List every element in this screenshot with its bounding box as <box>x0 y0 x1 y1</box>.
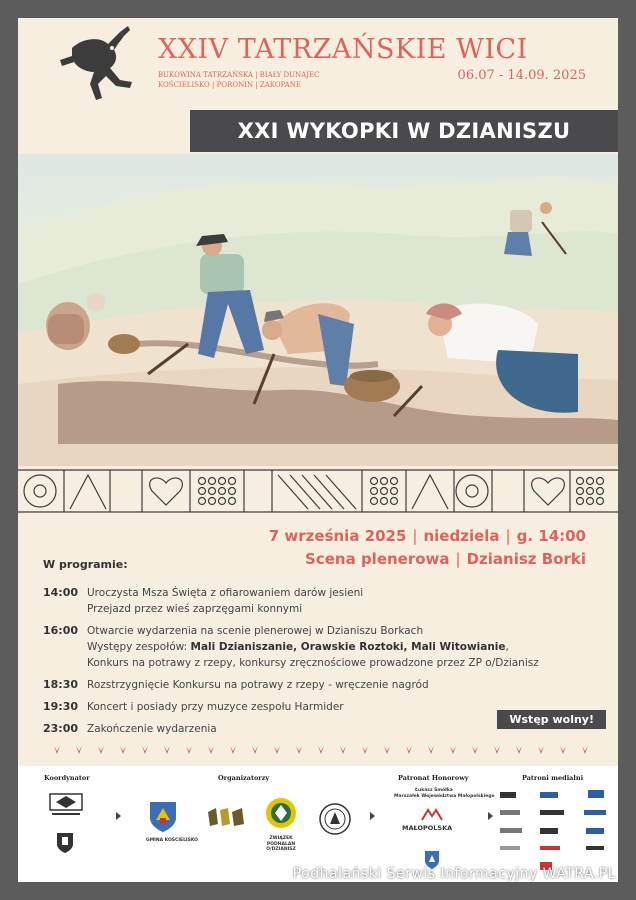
gmina-caption: GMINA KOŚCIELISKO <box>146 838 198 843</box>
event-title-banner: XXI WYKOPKI W DZIANISZU <box>190 110 618 152</box>
gok-logo-icon <box>206 806 246 830</box>
tulip-ornament-icon <box>406 746 412 754</box>
running-figure-logo-icon <box>54 24 138 108</box>
tulip-ornament-icon <box>274 746 280 754</box>
program-line: Przejazd przez wieś zaprzęgami konnymi <box>87 603 303 615</box>
program-item <box>43 585 603 617</box>
gmina-koscielisko-crest-icon <box>148 800 178 834</box>
arrow-right-icon <box>488 812 493 820</box>
tulip-ornament-icon <box>164 746 170 754</box>
zp-caption-line: O/DZIANISZ <box>266 847 296 852</box>
arrow-right-icon <box>370 812 375 820</box>
malopolska-mark-icon <box>420 808 444 822</box>
tulip-ornament-icon <box>296 746 302 754</box>
round-seal-icon <box>318 802 352 836</box>
bands-suffix: , <box>505 641 509 653</box>
tulip-ornament-icon <box>98 746 104 754</box>
coat-of-arms-icon <box>56 832 74 854</box>
program-line-bands <box>87 639 603 655</box>
tulip-ornament-icon <box>494 746 500 754</box>
free-entry-badge: Wstęp wolny! <box>497 710 606 729</box>
locations-line-1: BUKOWINA TATRZAŃSKA | BIAŁY DUNAJEC <box>158 71 320 79</box>
tulip-ornament-icon <box>428 746 434 754</box>
separator: | <box>455 550 461 568</box>
program-line: Konkurs na potrawy z rzepy, konkursy zręcznościowe prowadzone przez ZP o/Dzianisz <box>87 657 539 669</box>
tulip-ornament-icon <box>516 746 522 754</box>
program-time: 18:30 <box>43 678 79 691</box>
media-patrons-logos <box>500 788 610 878</box>
media-heading: Patroni medialni <box>522 774 584 782</box>
bands-prefix: Występy zespołów: <box>87 641 191 653</box>
tulip-ornament-icon <box>384 746 390 754</box>
event-date-line <box>269 527 586 545</box>
arrow-right-icon <box>116 812 121 820</box>
tulip-ornament-icon <box>208 746 214 754</box>
zwiazek-podhalan-emblem-icon <box>264 796 298 834</box>
honorary-name: Łukasz Smółka <box>415 788 453 793</box>
program-time: 16:00 <box>43 624 79 637</box>
event-venue: Scena plenerowa <box>305 550 450 568</box>
tulip-ornament-icon <box>252 746 258 754</box>
tulip-ornament-icon <box>230 746 236 754</box>
tulip-ornament-icon <box>142 746 148 754</box>
program-line: Koncert i posiady przy muzyce zespołu Harmider <box>87 701 344 713</box>
program-line: Rozstrzygnięcie Konkursu na potrawy z rzepy - wręczenie nagród <box>87 679 429 691</box>
program-item <box>43 623 603 671</box>
event-date: 7 września 2025 <box>268 527 407 545</box>
festival-dates: 06.07 - 14.09. 2025 <box>457 68 586 83</box>
tulip-ornament-icon <box>538 746 544 754</box>
program-heading: W programie: <box>43 558 128 571</box>
zp-caption-line: ZWIĄZEK <box>269 836 293 841</box>
tulip-ornament-icon <box>340 746 346 754</box>
tulip-ornament-row <box>18 742 618 756</box>
separator: | <box>412 527 418 545</box>
coordinator-heading: Koordynator <box>44 774 90 782</box>
zp-caption-line: PODHALAN <box>266 841 296 847</box>
folk-pattern-strip <box>18 469 618 513</box>
honorary-heading: Patronat Honorowy <box>398 774 469 782</box>
program-time: 19:30 <box>43 700 79 713</box>
zp-caption <box>254 836 308 853</box>
malopolska-label: MAŁOPOLSKA <box>402 824 453 832</box>
program-line: Zakończenie wydarzenia <box>87 723 217 735</box>
program-line: Uroczysta Msza Święta z ofiarowaniem darów jesieni <box>87 587 364 599</box>
festival-locations <box>158 70 320 90</box>
program-item <box>43 677 603 693</box>
tulip-ornament-icon <box>76 746 82 754</box>
potato-harvest-illustration <box>18 154 618 466</box>
bands-names: Mali Dzianiszanie, Orawskie Roztoki, Mali Witowianie <box>190 641 506 653</box>
tulip-ornament-icon <box>560 746 566 754</box>
sponsors-section <box>18 766 618 882</box>
tulip-ornament-icon <box>54 746 60 754</box>
tulip-ornament-icon <box>318 746 324 754</box>
event-day: niedziela <box>423 527 500 545</box>
coordinator-logo-icon <box>48 790 84 818</box>
program-time: 23:00 <box>43 722 79 735</box>
event-place: Dzianisz Borki <box>466 550 586 568</box>
tulip-ornament-icon <box>120 746 126 754</box>
honorary-text <box>394 788 495 799</box>
poster <box>18 18 618 882</box>
event-place-line <box>305 550 586 568</box>
tulip-ornament-icon <box>450 746 456 754</box>
festival-title: XXIV TATRZAŃSKIE WICI <box>158 34 528 65</box>
separator: | <box>505 527 511 545</box>
organizers-heading: Organizatorzy <box>218 774 270 782</box>
watermark: Podhalański Serwis Informacyjny WATRA.PL <box>292 866 616 882</box>
event-time: g. 14:00 <box>516 527 586 545</box>
honorary-role: Marszałek Województwa Małopolskiego <box>394 793 495 799</box>
program-line: Otwarcie wydarzenia na scenie plenerowej w Dzianiszu Borkach <box>87 625 424 637</box>
program-time: 14:00 <box>43 586 79 599</box>
tulip-ornament-icon <box>472 746 478 754</box>
tulip-ornament-icon <box>186 746 192 754</box>
tulip-ornament-icon <box>582 746 588 754</box>
tulip-ornament-icon <box>362 746 368 754</box>
locations-line-2: KOŚCIELISKO | PORONIN | ZAKOPANE <box>158 81 301 89</box>
